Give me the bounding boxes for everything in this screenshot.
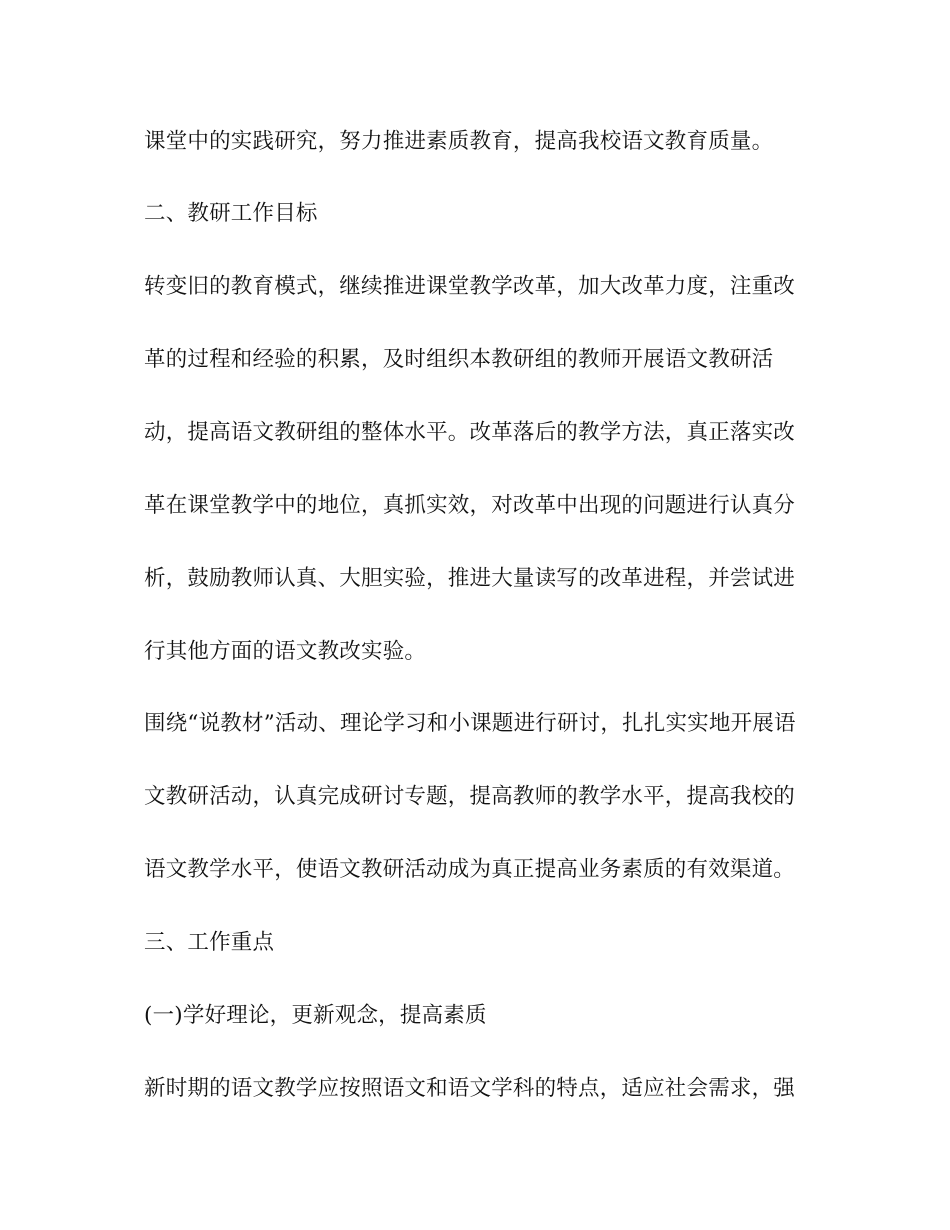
paragraph-line: 围绕“说教材”活动、理论学习和小课题进行研讨，扎扎实实地开展语 xyxy=(144,711,796,736)
paragraph-line: 动，提高语文教研组的整体水平。改革落后的教学方法，真正落实改 xyxy=(144,420,796,445)
paragraph-line: 析，鼓励教师认真、大胆实验，推进大量读写的改革进程，并尝试进 xyxy=(144,566,796,591)
paragraph-line: 转变旧的教育模式，继续推进课堂教学改革，加大改革力度，注重改 xyxy=(144,274,796,299)
paragraph-line: 文教研活动，认真完成研讨专题，提高教师的教学水平，提高我校的 xyxy=(144,784,796,809)
paragraph-line: 行其他方面的语文教改实验。 xyxy=(144,639,427,664)
subsection-heading: (一)学好理论，更新观念，提高素质 xyxy=(144,1003,487,1028)
paragraph-line: 革在课堂教学中的地位，真抓实效，对改革中出现的问题进行认真分 xyxy=(144,493,796,518)
paragraph-line: 课堂中的实践研究，努力推进素质教育，提高我校语文教育质量。 xyxy=(144,129,774,154)
paragraph-line: 语文教学水平，使语文教研活动成为真正提高业务素质的有效渠道。 xyxy=(144,857,796,882)
section-heading: 二、教研工作目标 xyxy=(144,201,318,226)
section-heading: 三、工作重点 xyxy=(144,930,275,955)
paragraph-line: 革的过程和经验的积累，及时组织本教研组的教师开展语文教研活 xyxy=(144,347,774,372)
paragraph-line: 新时期的语文教学应按照语文和语文学科的特点，适应社会需求，强 xyxy=(144,1076,796,1101)
